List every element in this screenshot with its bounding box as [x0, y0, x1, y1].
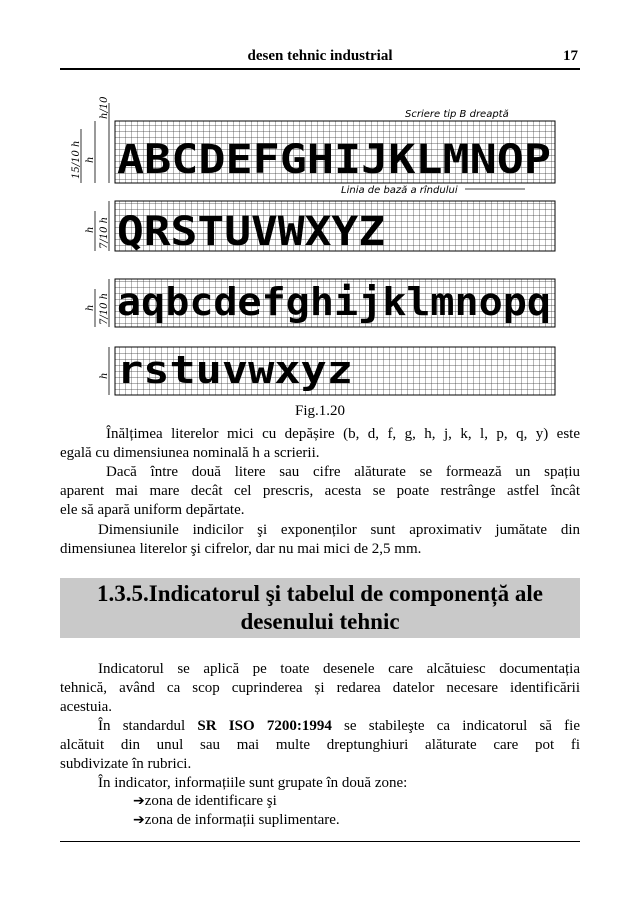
text-fragment: se stabileşte ca indicatorul să fie: [331, 718, 580, 734]
arrow-right-icon: ➔: [133, 812, 145, 828]
bullet-text: zona de identificare şi: [144, 793, 277, 809]
paragraph-1: [60, 425, 580, 463]
paragraph-5: [60, 717, 580, 774]
row-lowercase-2: rstuvwxyz: [117, 348, 353, 392]
footer-rule: [60, 841, 580, 842]
dim-label: h: [85, 156, 96, 163]
header-rule: [60, 68, 580, 70]
figure-caption: Fig.1.20: [294, 403, 345, 419]
text-line: Indicatorul se aplică pe toate desenele care alcătuiesc documentația: [98, 661, 580, 677]
bullet-item: [133, 812, 340, 829]
text-line: Dimensiunile indicilor şi exponenților sunt aproximativ jumătate din: [98, 522, 580, 538]
page-number: 17: [563, 48, 578, 64]
dim-label: h: [99, 372, 110, 379]
row-lowercase-1: aqbcdefghijklmnopq: [117, 280, 551, 324]
section-heading: [60, 578, 580, 638]
paragraph-4: [60, 660, 580, 717]
lettering-grid-figure: [65, 83, 581, 403]
dim-label: 7/10 h: [99, 216, 110, 249]
text-line: [60, 717, 580, 736]
paragraph-3: [60, 521, 580, 559]
dim-label: h/10: [99, 96, 110, 119]
arrow-right-icon: ➔: [133, 793, 145, 809]
row-uppercase-1: ABCDEFGHIJKLMNOP: [117, 137, 551, 183]
baseline-label: Linia de bază a rîndului: [341, 185, 458, 196]
text-line: dimensiunea literelor şi cifrelor, dar nu mai mici de 2,5 mm.: [60, 541, 422, 557]
section-heading-line: 1.3.5.Indicatorul şi tabelul de componență ale: [97, 581, 543, 606]
style-label: Scriere tip B dreaptă: [405, 109, 509, 120]
row-uppercase-2: QRSTUVWXYZ: [117, 209, 385, 255]
text-line: alcătuit din unul sau mai multe dreptunghiuri alăturate care pot fi: [60, 737, 580, 753]
text-line: subdivizate în rubrici.: [60, 756, 192, 772]
text-line: egală cu dimensiunea nominală h a scrierii.: [60, 445, 320, 461]
standard-reference: SR ISO 7200:1994: [197, 718, 332, 734]
dim-label: h: [85, 304, 96, 311]
text-line: Înălțimea literelor mici cu depășire (b, d, f, g, h, j, k, l, p, q, y) este: [106, 426, 580, 442]
page-header: [60, 46, 580, 70]
text-line: aparent mai mare decât cel prescris, acesta se poate restrânge astfel încât: [60, 483, 580, 499]
text-line: acestuia.: [60, 699, 113, 715]
text-line: tehnică, având ca scop cuprinderea și redarea datelor necesare identificării: [60, 680, 580, 696]
text-line: ele să apară uniform depărtate.: [60, 502, 245, 518]
dim-label: 15/10 h: [71, 140, 82, 179]
text-line: Dacă între două litere sau cifre alăturate se formează un spațiu: [106, 464, 580, 480]
dim-label: 7/10 h: [99, 292, 110, 325]
bullet-text: zona de informații suplimentare.: [144, 812, 340, 828]
paragraph-6: [60, 774, 580, 793]
paragraph-2: [60, 463, 580, 520]
lettering-figure: [65, 83, 581, 403]
section-heading-line: desenului tehnic: [240, 609, 400, 634]
text-line: În indicator, informațiile sunt grupate în două zone:: [98, 775, 408, 791]
bullet-item: [133, 793, 277, 810]
header-title: desen tehnic industrial: [247, 48, 393, 64]
dim-label: h: [85, 226, 96, 233]
text-fragment: În standardul: [98, 718, 198, 734]
